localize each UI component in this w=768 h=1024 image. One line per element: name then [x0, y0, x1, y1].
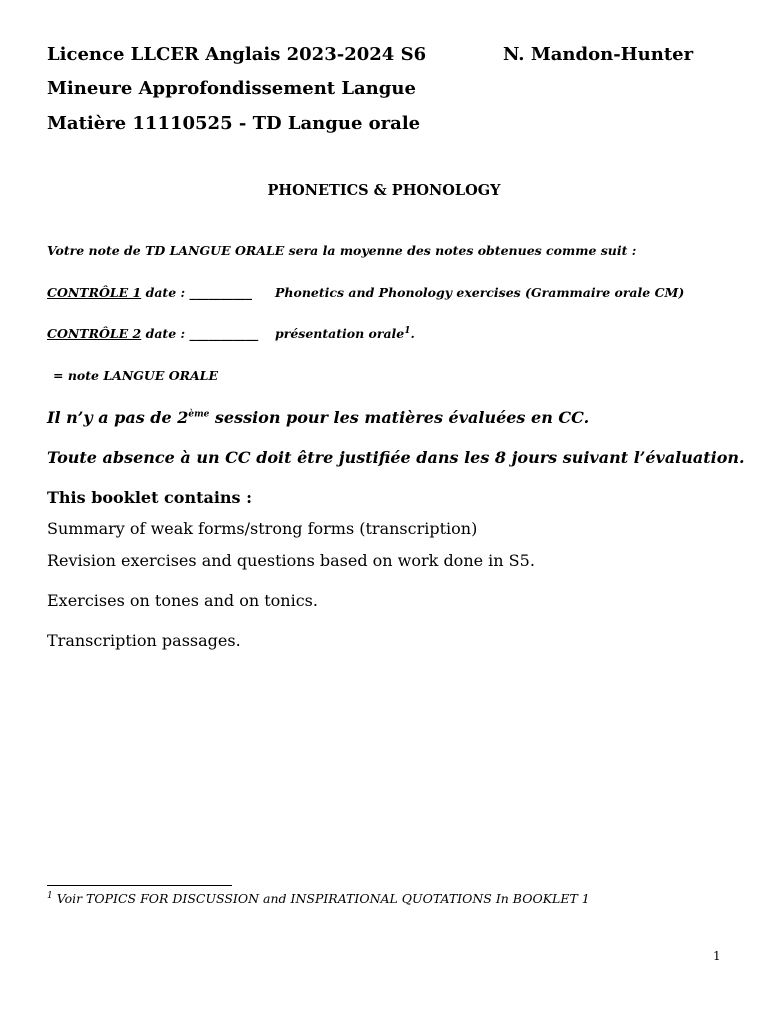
footnote-separator	[47, 885, 232, 886]
footnote	[47, 891, 590, 906]
controle-2-desc-text: présentation orale	[275, 326, 405, 341]
absence-notice: Toute absence à un CC doit être justifiée dans les 8 jours suivant l’évaluation.	[47, 448, 745, 467]
controle-2-row	[47, 326, 258, 341]
controle-2-date: date : ___________	[145, 326, 259, 341]
booklet-heading: This booklet contains :	[47, 488, 253, 507]
session-notice	[47, 408, 589, 427]
note-total: = note LANGUE ORALE	[53, 368, 218, 383]
controle-2-description	[275, 326, 415, 341]
controle-1-description: Phonetics and Phonology exercises (Grammaire orale CM)	[275, 285, 685, 300]
header-author: N. Mandon-Hunter	[503, 44, 694, 65]
header-course-line: Licence LLCER Anglais 2023-2024 S6	[47, 44, 427, 65]
controle-2-label: CONTRÔLE 2	[47, 326, 142, 341]
booklet-item: Exercises on tones and on tonics.	[47, 591, 318, 610]
booklet-item: Revision exercises and questions based on work done in S5.	[47, 551, 535, 570]
page-number: 1	[713, 949, 721, 963]
controle-1-date: date : __________	[145, 285, 252, 300]
booklet-item: Transcription passages.	[47, 631, 241, 650]
header-minor-line: Mineure Approfondissement Langue	[47, 78, 416, 99]
controle-1-row	[47, 285, 252, 300]
footnote-text: Voir TOPICS FOR DISCUSSION and INSPIRATIONAL QUOTATIONS In BOOKLET 1	[52, 891, 590, 906]
footnote-reference: 1	[404, 325, 411, 336]
session-text-before: Il n’y a pas de 2	[47, 408, 189, 427]
header-subject-line: Matière 11110525 - TD Langue orale	[47, 113, 421, 134]
booklet-item: Summary of weak forms/strong forms (transcription)	[47, 519, 478, 538]
session-text-after: session pour les matières évaluées en CC.	[209, 408, 590, 427]
session-superscript: ème	[188, 409, 210, 420]
controle-1-label: CONTRÔLE 1	[47, 285, 142, 300]
footnote-mark: 1	[47, 890, 53, 901]
document-title: PHONETICS & PHONOLOGY	[267, 182, 501, 199]
grading-intro: Votre note de TD LANGUE ORALE sera la moyenne des notes obtenues comme suit :	[47, 243, 637, 258]
controle-2-desc-end: .	[410, 326, 415, 341]
